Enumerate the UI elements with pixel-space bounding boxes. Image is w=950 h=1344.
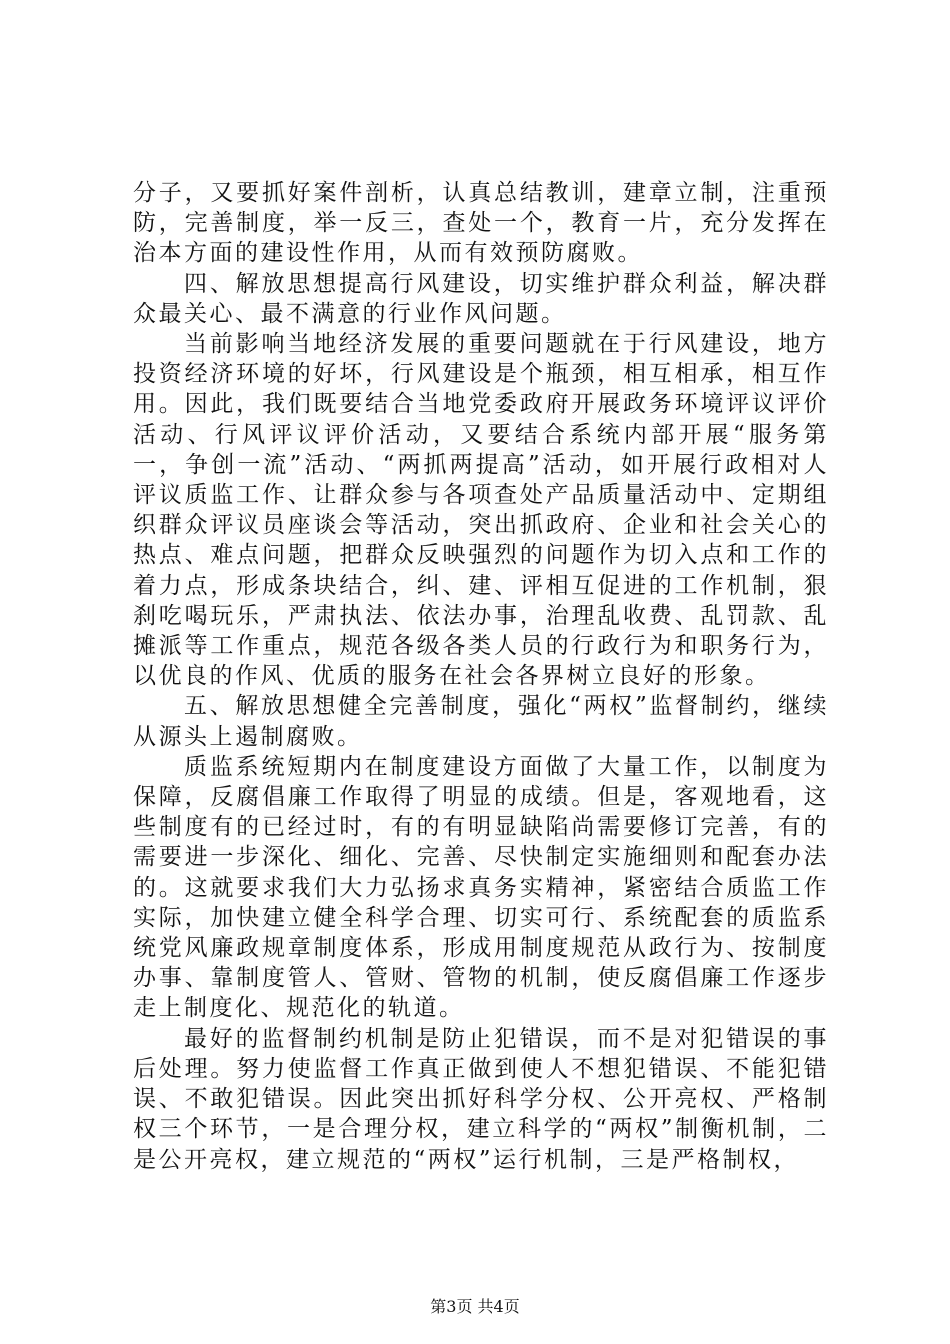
- document-body: [133, 178, 829, 1175]
- paragraph-industry-style: 当前影响当地经济发展的重要问题就在于行风建设，地方投资经济环境的好坏，行风建设是个瓶颈，相互相承，相互作用。因此，我们既要结合当地党委政府开展政务环境评议评价活动、行风评议评价活动，又要结合系统内部开展“服务第一，争创一流”活动、“两抓两提高”活动，如开展行政相对人评议质监工作、让群众参与各项查处产品质量活动中、定期组织群众评议员座谈会等活动，突出抓政府、企业和社会关心的热点、难点问题，把群众反映强烈的问题作为切入点和工作的着力点，形成条块结合，纠、建、评相互促进的工作机制，狠刹吃喝玩乐，严肃执法、依法办事，治理乱收费、乱罚款、乱摊派等工作重点，规范各级各类人员的行政行为和职务行为，以优良的作风、优质的服务在社会各界树立良好的形象。: [133, 331, 829, 690]
- page-footer: 第3页 共4页: [430, 1297, 520, 1316]
- section-heading-five: 五、解放思想健全完善制度，强化“两权”监督制约，继续从源头上遏制腐败。: [133, 693, 829, 750]
- paragraph-system-building: 质监系统短期内在制度建设方面做了大量工作，以制度为保障，反腐倡廉工作取得了明显的成绩。但是，客观地看，这些制度有的已经过时，有的有明显缺陷尚需要修订完善，有的需要进一步深化、细化、完善、尽快制定实施细则和配套办法的。这就要求我们大力弘扬求真务实精神，紧密结合质监工作实际，加快建立健全科学合理、切实可行、系统配套的质监系统党风廉政规章制度体系，形成用制度规范从政行为、按制度办事、靠制度管人、管财、管物的机制，使反腐倡廉工作逐步走上制度化、规范化的轨道。: [133, 753, 829, 1022]
- section-heading-four: 四、解放思想提高行风建设，切实维护群众利益，解决群众最关心、最不满意的行业作风问题。: [133, 270, 829, 327]
- paragraph-supervision: 最好的监督制约机制是防止犯错误，而不是对犯错误的事后处理。努力使监督工作真正做到使人不想犯错误、不能犯错误、不敢犯错误。因此突出抓好科学分权、公开亮权、严格制权三个环节，一是合理分权，建立科学的“两权”制衡机制，二是公开亮权，建立规范的“两权”运行机制，三是严格制权，: [133, 1025, 829, 1173]
- paragraph-continuation: 分子，又要抓好案件剖析，认真总结教训，建章立制，注重预防，完善制度，举一反三，查处一个，教育一片，充分发挥在治本方面的建设性作用，从而有效预防腐败。: [133, 180, 829, 267]
